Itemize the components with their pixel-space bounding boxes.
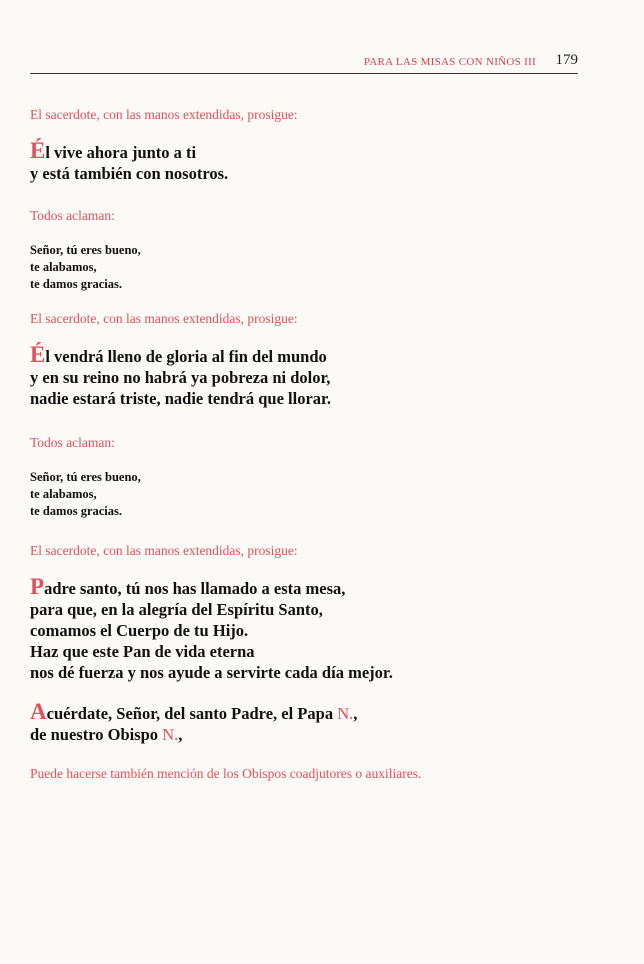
rubric-prosigue: El sacerdote, con las manos extendidas, prosigue:	[30, 311, 298, 326]
response-line: te damos gracias.	[30, 504, 122, 518]
stanza-line: de nuestro Obispo N.,	[30, 725, 183, 744]
name-placeholder: N.	[337, 704, 354, 723]
rubric-prosigue: El sacerdote, con las manos extendidas, prosigue:	[30, 543, 298, 558]
rubric-note: Puede hacerse también mención de los Obispos coadjutores o auxiliares.	[30, 766, 422, 781]
stanza-line: nos dé fuerza y nos ayude a servirte cada día mejor.	[30, 663, 393, 682]
celebrant-stanza	[30, 344, 590, 409]
response-line: te alabamos,	[30, 487, 97, 501]
stanza-line: y está también con nosotros.	[30, 164, 229, 183]
celebrant-stanza	[30, 701, 590, 745]
stanza-line: para que, en la alegría del Espíritu Santo,	[30, 600, 323, 619]
stanza-line: nadie estará triste, nadie tendrá que llorar.	[30, 389, 331, 408]
name-placeholder: N.	[162, 725, 179, 744]
stanza-line: Él vendrá lleno de gloria al fin del mundo	[30, 342, 327, 367]
stanza-line: comamos el Cuerpo de tu Hijo.	[30, 621, 249, 640]
celebrant-stanza	[30, 140, 590, 184]
running-title: PARA LAS MISAS CON NIÑOS III	[363, 56, 536, 68]
stanza-line: Acuérdate, Señor, del santo Padre, el Papa N.,	[30, 699, 358, 724]
drop-initial: P	[30, 574, 45, 599]
stanza-line: Haz que este Pan de vida eterna	[30, 642, 255, 661]
rubric-prosigue: El sacerdote, con las manos extendidas, prosigue:	[30, 107, 298, 122]
stanza-line: y en su reino no habrá ya pobreza ni dolor,	[30, 368, 331, 387]
drop-initial: É	[30, 138, 46, 163]
stanza-line: Padre santo, tú nos has llamado a esta mesa,	[30, 574, 346, 599]
running-header	[30, 52, 578, 74]
people-response	[30, 242, 590, 293]
rubric-aclaman: Todos aclaman:	[30, 435, 115, 450]
page-content	[30, 100, 590, 783]
drop-initial: A	[30, 699, 47, 724]
page-number: 179	[555, 52, 578, 68]
drop-initial: É	[30, 342, 46, 367]
response-line: te damos gracias.	[30, 277, 122, 291]
stanza-line: Él vive ahora junto a ti	[30, 138, 197, 163]
response-line: Señor, tú eres bueno,	[30, 470, 141, 484]
people-response	[30, 469, 590, 520]
rubric-aclaman: Todos aclaman:	[30, 208, 115, 223]
response-line: Señor, tú eres bueno,	[30, 243, 141, 257]
celebrant-stanza	[30, 576, 590, 683]
response-line: te alabamos,	[30, 260, 97, 274]
